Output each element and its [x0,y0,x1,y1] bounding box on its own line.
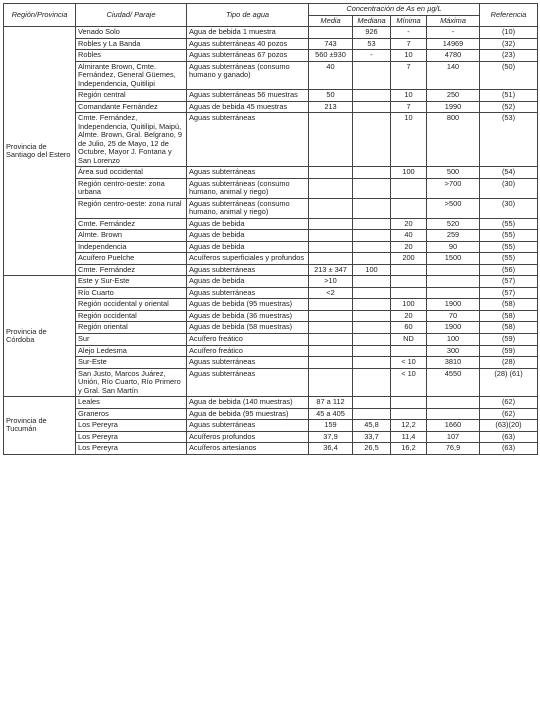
media-cell [309,333,353,345]
reference-cell: (30) [480,178,538,198]
mediana-cell: - [353,50,391,62]
media-cell [309,230,353,242]
maxima-cell: 100 [427,333,480,345]
table-row [4,357,538,369]
water-type-cell: Aguas subterráneas (consumo humano y ganado) [187,61,309,90]
maxima-cell: 259 [427,230,480,242]
minima-cell: 100 [391,299,427,311]
minima-cell [391,264,427,276]
table-header [4,4,538,27]
table-row [4,420,538,432]
minima-cell [391,345,427,357]
minima-cell: 20 [391,310,427,322]
reference-cell: (55) [480,241,538,253]
maxima-cell: 500 [427,167,480,179]
maxima-cell [427,408,480,420]
reference-cell: (59) [480,333,538,345]
water-type-cell: Aguas de bebida 45 muestras [187,101,309,113]
water-type-cell: Aguas de bebida [187,276,309,288]
table-row [4,299,538,311]
media-cell: 213 ± 347 [309,264,353,276]
city-cell: Área sud occidental [76,167,187,179]
table-row [4,178,538,198]
media-cell: 36,4 [309,443,353,455]
table-row [4,101,538,113]
city-cell: Cmte. Fernández [76,218,187,230]
maxima-cell [427,287,480,299]
reference-cell: (30) [480,198,538,218]
minima-cell: 200 [391,253,427,265]
maxima-cell [427,276,480,288]
media-cell: 37,9 [309,431,353,443]
minima-cell [391,198,427,218]
media-cell: >10 [309,276,353,288]
minima-cell: 10 [391,90,427,102]
water-type-cell: Aguas subterráneas [187,113,309,167]
water-type-cell: Aguas de bebida [187,218,309,230]
media-cell [309,345,353,357]
maxima-cell: 800 [427,113,480,167]
mediana-cell: 926 [353,27,391,39]
mediana-cell [353,345,391,357]
city-cell: Robles y La Banda [76,38,187,50]
arsenic-table [3,3,538,455]
mediana-cell: 26,5 [353,443,391,455]
table-row [4,230,538,242]
mediana-cell [353,299,391,311]
table-row [4,38,538,50]
minima-cell: 7 [391,38,427,50]
media-cell [309,253,353,265]
table-row [4,310,538,322]
city-cell: Cmte. Fernández [76,264,187,276]
table-row [4,27,538,39]
city-cell: Región centro-oeste: zona urbana [76,178,187,198]
media-cell: 87 a 112 [309,397,353,409]
media-cell: 50 [309,90,353,102]
mediana-cell [353,101,391,113]
minima-cell [391,178,427,198]
mediana-cell [353,368,391,397]
mediana-cell [353,276,391,288]
minima-cell: 10 [391,50,427,62]
mediana-cell: 53 [353,38,391,50]
minima-cell: 10 [391,113,427,167]
table-row [4,345,538,357]
city-cell: Región centro-oeste: zona rural [76,198,187,218]
header-mediana: Mediana [353,15,391,27]
maxima-cell: 76,9 [427,443,480,455]
reference-cell: (23) [480,50,538,62]
table-row [4,50,538,62]
reference-cell: (28) [480,357,538,369]
media-cell: 560 ±930 [309,50,353,62]
table-row [4,431,538,443]
water-type-cell: Acuífero freático [187,333,309,345]
water-type-cell: Aguas subterráneas [187,287,309,299]
reference-cell: (54) [480,167,538,179]
mediana-cell [353,357,391,369]
maxima-cell: 140 [427,61,480,90]
city-cell: Sur-Este [76,357,187,369]
mediana-cell [353,310,391,322]
minima-cell: 20 [391,218,427,230]
minima-cell: ND [391,333,427,345]
table-row [4,322,538,334]
water-type-cell: Aguas subterráneas [187,167,309,179]
mediana-cell: 45,8 [353,420,391,432]
city-cell: Comandante Fernández [76,101,187,113]
maxima-cell: >500 [427,198,480,218]
mediana-cell [353,287,391,299]
water-type-cell: Aguas subterráneas 40 pozos [187,38,309,50]
table-row [4,408,538,420]
media-cell [309,310,353,322]
water-type-cell: Acuíferos superficiales y profundos [187,253,309,265]
maxima-cell: 1990 [427,101,480,113]
city-cell: Los Pereyra [76,420,187,432]
water-type-cell: Agua de bebida (140 muestras) [187,397,309,409]
media-cell: 213 [309,101,353,113]
maxima-cell: 1900 [427,322,480,334]
city-cell: Cmte. Fernández, Independencia, Quitilipi, Maipú, Almte. Brown, Gral. Belgrano, 9 de Julio, 25 de Mayo, 12 de Octubre, Mayor J. Fontana y San Lorenzo [76,113,187,167]
table-row [4,253,538,265]
maxima-cell: 70 [427,310,480,322]
media-cell [309,322,353,334]
reference-cell: (58) [480,310,538,322]
media-cell [309,27,353,39]
media-cell [309,357,353,369]
water-type-cell: Aguas de bebida (36 muestras) [187,310,309,322]
maxima-cell: 300 [427,345,480,357]
city-cell: San Justo, Marcos Juárez, Unión, Río Cuarto, Río Primero y Gral. San Martín [76,368,187,397]
reference-cell: (58) [480,322,538,334]
city-cell: Alejo Ledesma [76,345,187,357]
reference-cell: (28) (61) [480,368,538,397]
maxima-cell: 107 [427,431,480,443]
minima-cell: 100 [391,167,427,179]
header-region: Región/Provincia [4,4,76,27]
mediana-cell: 33,7 [353,431,391,443]
table-row [4,241,538,253]
media-cell [309,218,353,230]
water-type-cell: Agua de bebida (95 muestras) [187,408,309,420]
media-cell: 40 [309,61,353,90]
reference-cell: (59) [480,345,538,357]
minima-cell: < 10 [391,357,427,369]
city-cell: Independencia [76,241,187,253]
media-cell [309,113,353,167]
reference-cell: (57) [480,276,538,288]
water-type-cell: Aguas subterráneas [187,420,309,432]
reference-cell: (55) [480,253,538,265]
city-cell: Región oriental [76,322,187,334]
media-cell [309,167,353,179]
media-cell: 45 a 405 [309,408,353,420]
reference-cell: (51) [480,90,538,102]
header-city: Ciudad/ Paraje [76,4,187,27]
water-type-cell: Aguas de bebida (58 muestras) [187,322,309,334]
mediana-cell [353,253,391,265]
city-cell: Almte. Brown [76,230,187,242]
maxima-cell: 520 [427,218,480,230]
table-row [4,397,538,409]
water-type-cell: Aguas subterráneas 67 pozos [187,50,309,62]
table-row [4,167,538,179]
table-row [4,368,538,397]
maxima-cell: 14969 [427,38,480,50]
water-type-cell: Aguas subterráneas [187,357,309,369]
region-cell: Provincia de Tucumán [4,397,76,455]
minima-cell [391,408,427,420]
media-cell: 159 [309,420,353,432]
city-cell: Almirante Brown, Cmte. Fernández, General Güemes, Independencia, Quitilipi [76,61,187,90]
table-row [4,113,538,167]
table-row [4,61,538,90]
maxima-cell: 250 [427,90,480,102]
media-cell [309,241,353,253]
table-row [4,443,538,455]
table-row [4,198,538,218]
reference-cell: (56) [480,264,538,276]
mediana-cell [353,167,391,179]
table-row [4,287,538,299]
minima-cell [391,397,427,409]
water-type-cell: Aguas de bebida [187,230,309,242]
maxima-cell: 4780 [427,50,480,62]
table-row [4,333,538,345]
reference-cell: (63) [480,431,538,443]
header-minima: Mínima [391,15,427,27]
minima-cell: 7 [391,101,427,113]
city-cell: Acuífero Puelche [76,253,187,265]
mediana-cell [353,198,391,218]
minima-cell [391,287,427,299]
reference-cell: (57) [480,287,538,299]
media-cell: 743 [309,38,353,50]
reference-cell: (32) [480,38,538,50]
reference-cell: (52) [480,101,538,113]
city-cell: Este y Sur-Este [76,276,187,288]
water-type-cell: Aguas subterráneas (consumo humano, animal y riego) [187,198,309,218]
mediana-cell: 100 [353,264,391,276]
reference-cell: (53) [480,113,538,167]
mediana-cell [353,113,391,167]
water-type-cell: Aguas subterráneas (consumo humano, animal y riego) [187,178,309,198]
media-cell [309,299,353,311]
reference-cell: (63) [480,443,538,455]
mediana-cell [353,241,391,253]
reference-cell: (55) [480,230,538,242]
water-type-cell: Acuíferos artesianos [187,443,309,455]
water-type-cell: Aguas de bebida [187,241,309,253]
media-cell [309,368,353,397]
region-cell: Provincia de Córdoba [4,276,76,397]
header-concentration: Concentración de As en µg/L [309,4,480,16]
minima-cell: 11,4 [391,431,427,443]
table-row [4,218,538,230]
media-cell [309,178,353,198]
table-row [4,90,538,102]
mediana-cell [353,397,391,409]
water-type-cell: Aguas subterráneas [187,368,309,397]
maxima-cell [427,397,480,409]
maxima-cell: 1660 [427,420,480,432]
minima-cell: - [391,27,427,39]
minima-cell: 20 [391,241,427,253]
reference-cell: (63)(20) [480,420,538,432]
reference-cell: (62) [480,408,538,420]
minima-cell [391,276,427,288]
city-cell: Robles [76,50,187,62]
mediana-cell [353,218,391,230]
reference-cell: (10) [480,27,538,39]
city-cell: Región occidental [76,310,187,322]
maxima-cell: 90 [427,241,480,253]
city-cell: Río Cuarto [76,287,187,299]
reference-cell: (55) [480,218,538,230]
city-cell: Región occidental y oriental [76,299,187,311]
minima-cell: 16,2 [391,443,427,455]
city-cell: Sur [76,333,187,345]
water-type-cell: Agua de bebida 1 muestra [187,27,309,39]
city-cell: Graneros [76,408,187,420]
city-cell: Venado Solo [76,27,187,39]
city-cell: Los Pereyra [76,443,187,455]
water-type-cell: Aguas de bebida (95 muestras) [187,299,309,311]
table-body [4,27,538,455]
table-row [4,264,538,276]
mediana-cell [353,90,391,102]
city-cell: Leales [76,397,187,409]
mediana-cell [353,408,391,420]
water-type-cell: Acuíferos profundos [187,431,309,443]
maxima-cell [427,264,480,276]
reference-cell: (50) [480,61,538,90]
table-row [4,276,538,288]
water-type-cell: Aguas subterráneas [187,264,309,276]
header-water-type: Tipo de agua [187,4,309,27]
maxima-cell: 3810 [427,357,480,369]
media-cell: <2 [309,287,353,299]
region-cell: Provincia de Santiago del Estero [4,27,76,276]
city-cell: Región central [76,90,187,102]
mediana-cell [353,333,391,345]
media-cell [309,198,353,218]
minima-cell: < 10 [391,368,427,397]
maxima-cell: >700 [427,178,480,198]
reference-cell: (58) [480,299,538,311]
mediana-cell [353,61,391,90]
maxima-cell: - [427,27,480,39]
minima-cell: 12,2 [391,420,427,432]
minima-cell: 40 [391,230,427,242]
maxima-cell: 4550 [427,368,480,397]
maxima-cell: 1900 [427,299,480,311]
water-type-cell: Aguas subterráneas 56 muestras [187,90,309,102]
water-type-cell: Acuífero freático [187,345,309,357]
mediana-cell [353,230,391,242]
city-cell: Los Pereyra [76,431,187,443]
maxima-cell: 1500 [427,253,480,265]
minima-cell: 60 [391,322,427,334]
reference-cell: (62) [480,397,538,409]
header-maxima: Máxima [427,15,480,27]
header-media: Media [309,15,353,27]
minima-cell: 7 [391,61,427,90]
header-reference: Referencia [480,4,538,27]
mediana-cell [353,322,391,334]
mediana-cell [353,178,391,198]
